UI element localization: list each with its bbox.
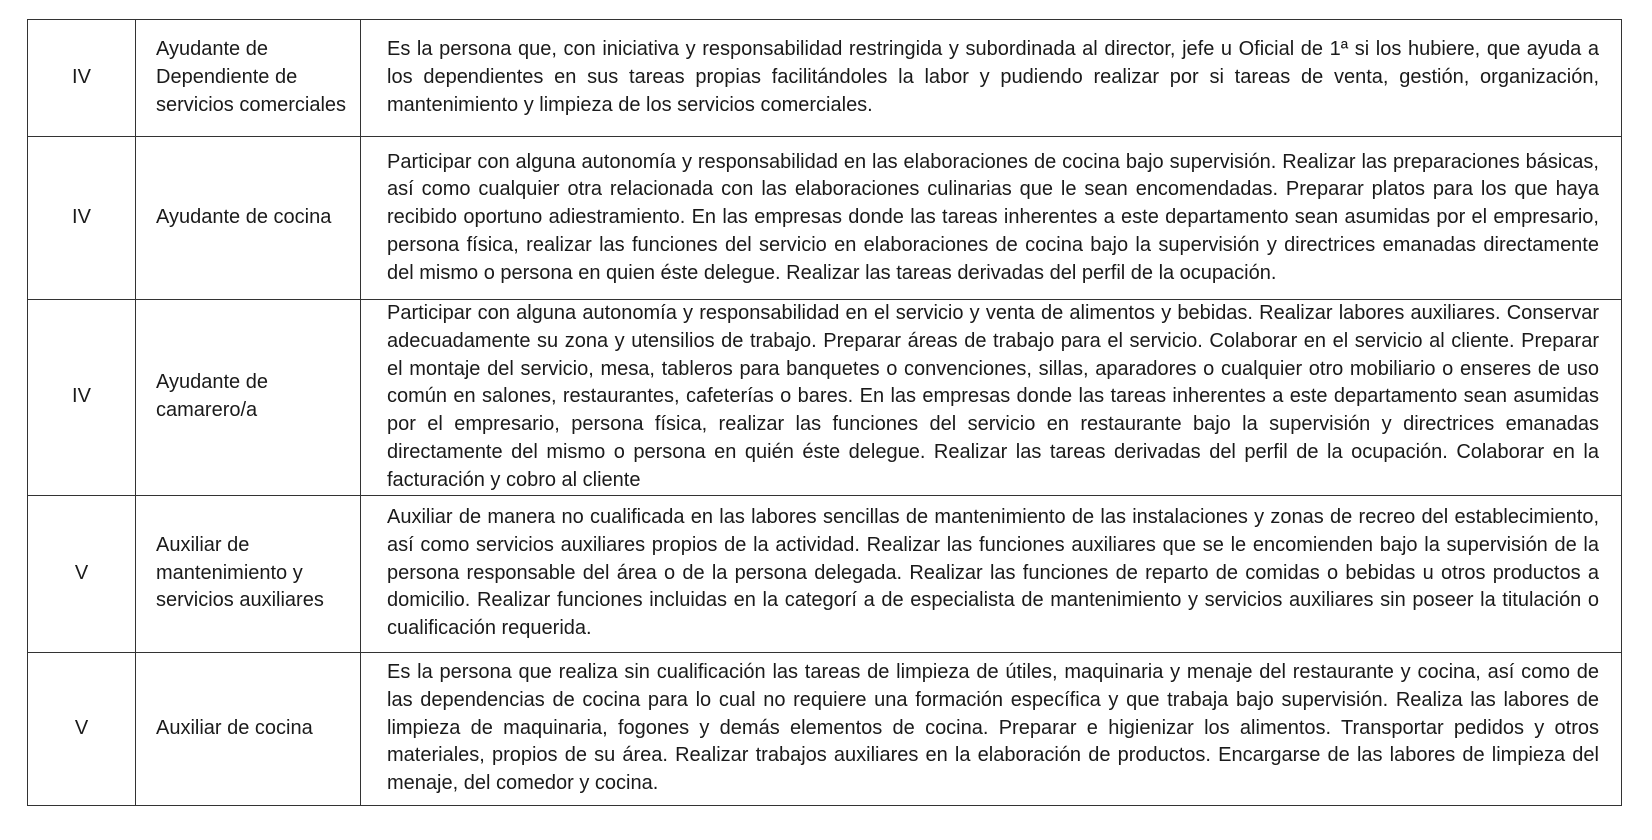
table-row [28,137,1622,300]
level-cell: IV [28,300,136,496]
table-row [28,300,1622,496]
category-cell: Ayudante de cocina [136,137,361,300]
category-cell: Auxiliar de mantenimiento y servicios auxiliares [136,495,361,652]
level-cell: V [28,495,136,652]
level-cell: V [28,652,136,805]
category-cell: Auxiliar de cocina [136,652,361,805]
description-cell: Es la persona que realiza sin cualificación las tareas de limpieza de útiles, maquinaria y menaje del restaurante y cocina, así como de las dependencias de cocina para lo cual no requiere una formación específica y que trabaja bajo supervisión. Realiza las labores de limpieza de maquinaria, fogones y demás elementos de cocina. Preparar e higienizar los alimentos. Transportar pedidos y otros materiales, propios de su área. Realizar trabajos auxiliares en la elaboración de productos. Encargarse de las labores de limpieza del menaje, del comedor y cocina. [361,652,1622,805]
category-cell: Ayudante de camarero/a [136,300,361,496]
description-cell: Es la persona que, con iniciativa y responsabilidad restringida y subordinada al director, jefe u Oficial de 1ª si los hubiere, que ayuda a los dependientes en sus tareas propias facilitándoles la labor y pudiendo realizar por si tareas de venta, gestión, organización, mantenimiento y limpieza de los servicios comerciales. [361,20,1622,137]
level-cell: IV [28,20,136,137]
job-categories-table [27,19,1622,806]
description-cell: Auxiliar de manera no cualificada en las labores sencillas de mantenimiento de las instalaciones y zonas de recreo del establecimiento, así como servicios auxiliares propios de la actividad. Realizar las funciones auxiliares que se le encomienden bajo la supervisión de la persona responsable del área o de la persona delegada. Realizar las funciones de reparto de comidas o bebidas u otros productos a domicilio. Realizar funciones incluidas en la categorí a de especialista de mantenimiento y servicios auxiliares sin poseer la titulación o cualificación requerida. [361,495,1622,652]
table-row [28,652,1622,805]
level-cell: IV [28,137,136,300]
table-row [28,20,1622,137]
description-cell: Participar con alguna autonomía y responsabilidad en las elaboraciones de cocina bajo supervisión. Realizar las preparaciones básicas, así como cualquier otra relacionada con las elaboraciones culinarias que le sean encomendadas. Preparar platos para los que haya recibido oportuno adiestramiento. En las empresas donde las tareas inherentes a este departamento sean asumidas por el empresario, persona física, realizar las funciones del servicio en elaboraciones de cocina bajo la supervisión y directrices emanadas directamente del mismo o persona en quien éste delegue. Realizar las tareas derivadas del perfil de la ocupación. [361,137,1622,300]
table-row [28,495,1622,652]
category-cell: Ayudante de Dependiente de servicios comerciales [136,20,361,137]
description-cell: Participar con alguna autonomía y responsabilidad en el servicio y venta de alimentos y bebidas. Realizar labores auxiliares. Conservar adecuadamente su zona y utensilios de trabajo. Preparar áreas de trabajo para el servicio. Colaborar en el servicio al cliente. Preparar el montaje del servicio, mesa, tableros para banquetes o convenciones, sillas, aparadores o cualquier otro mobiliario o enseres de uso común en salones, restaurantes, cafeterías o bares. En las empresas donde las tareas inherentes a este departamento sean asumidas por el empresario, persona física, realizar las funciones del servicio en restaurante bajo la supervisión y directrices emanadas directamente del mismo o persona en quién éste delegue. Realizar las tareas derivadas del perfil de la ocupación. Colaborar en la facturación y cobro al cliente [361,300,1622,496]
